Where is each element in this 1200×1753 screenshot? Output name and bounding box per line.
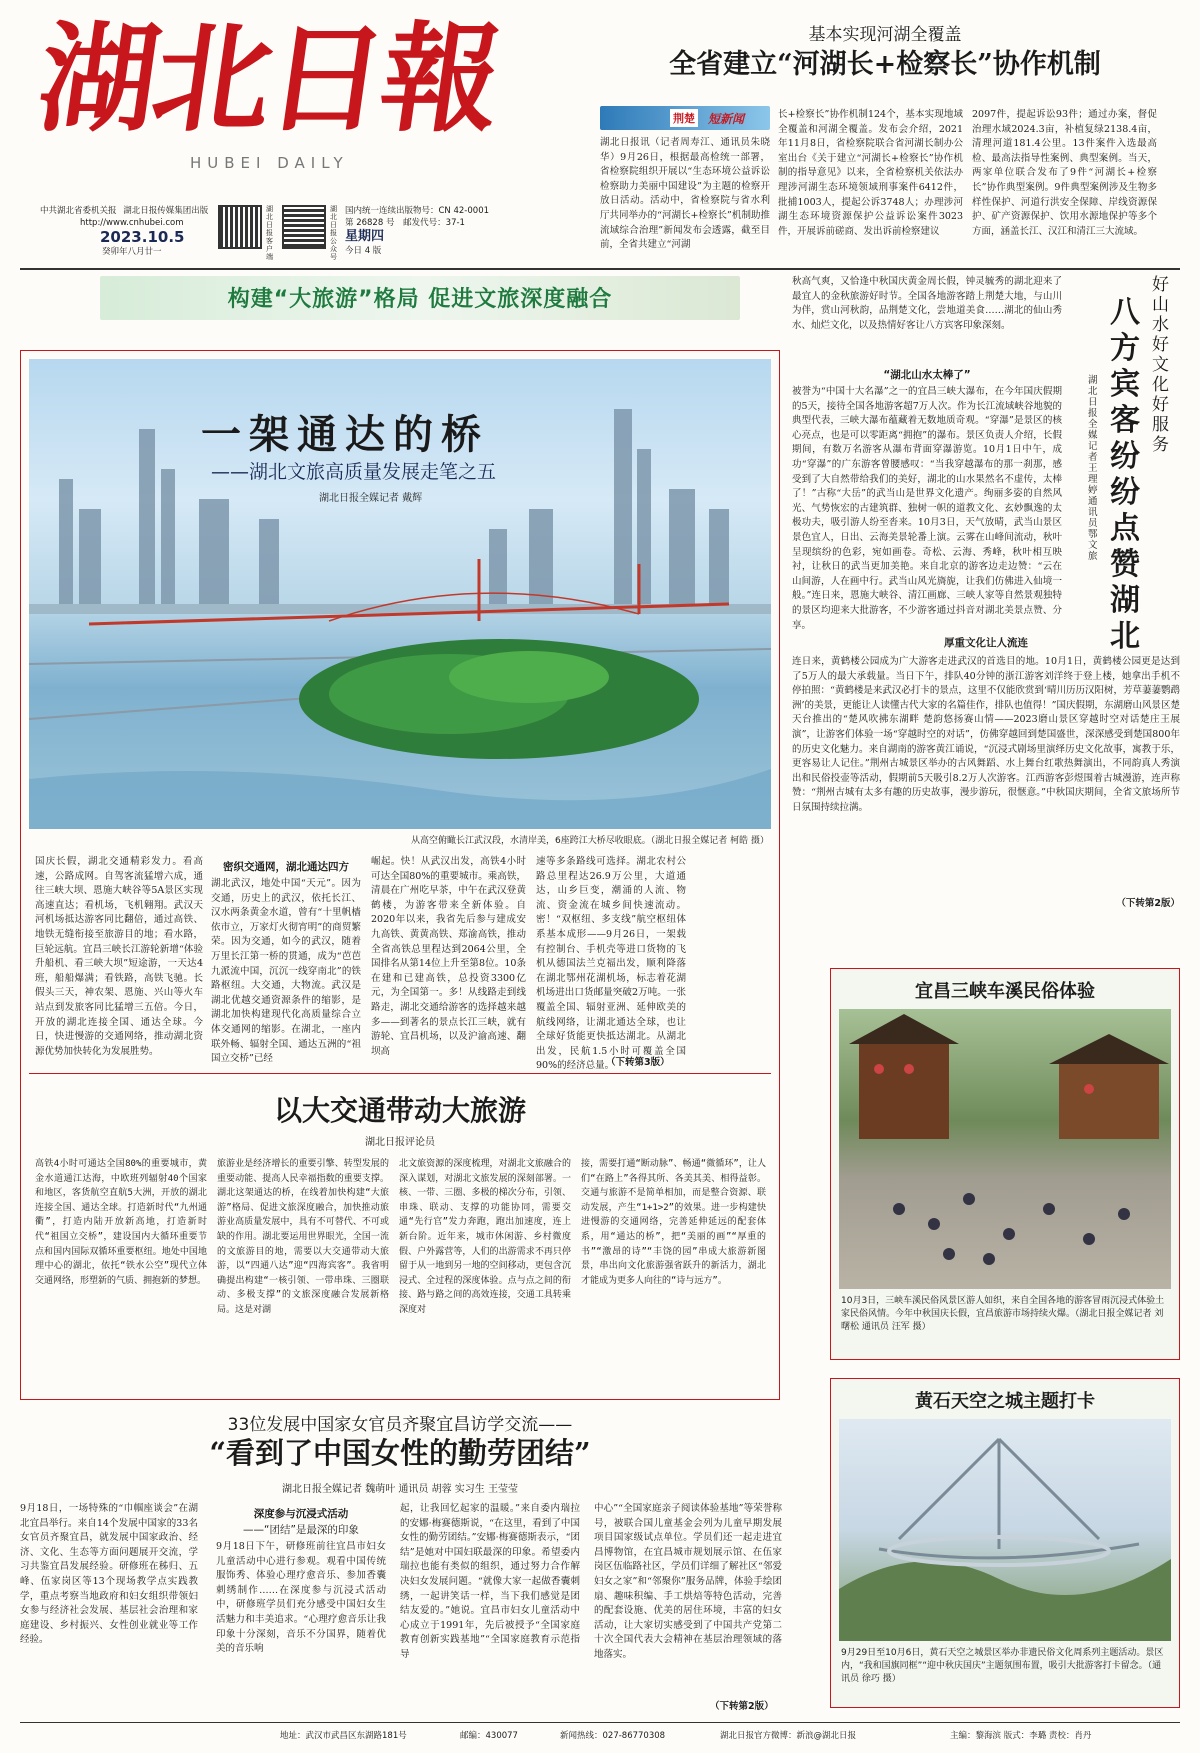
main-feature	[20, 350, 780, 1400]
photo-box-2	[830, 1378, 1180, 1708]
badge-label: 短新闻	[708, 112, 745, 126]
banner-text: 构建“大旅游”格局 促进文旅深度融合	[227, 287, 613, 312]
bottom-story	[20, 1410, 800, 1715]
website[interactable]: http://www.cnhubei.com	[80, 218, 184, 228]
right-feature-title: 八方宾客纷纷点赞湖北	[1110, 295, 1140, 654]
commentary-divider	[29, 1073, 771, 1074]
right-feature-byline: 湖北日报全媒记者 王理婷 通讯员 鄂文旅	[1088, 375, 1098, 562]
masthead-logo: 湖北日報	[30, 9, 506, 148]
photo-box-1-illustration	[839, 1009, 1171, 1289]
top-story-headline[interactable]: 全省建立“河湖长+检察长”协作机制	[669, 49, 1101, 80]
theme-banner	[100, 276, 740, 320]
feature-col-2-head: 密织交通网，湖北通达四方	[223, 861, 349, 873]
footer-weibo: 湖北日报官方微博：新浪@湖北日报	[720, 1731, 857, 1741]
feature-col-1: 国庆长假，湖北交通精彩发力。看高速，公路成网。自驾客流猛增六成，通往三峡大坝、恩施大峡谷等5A景区实现高速直达；看机场，飞机翱翔。武汉天河机场抵达游客同比翻倍，通过高铁、地铁无缝衔接至旅游目的地；看水路，巨轮远航。宜昌三峡长江游轮新增“体验升船机、看三峡大坝”短途游，一天达4班，船船爆满；看铁路，高铁飞驰。长假头三天，神农架、恩施、兴山等火车站点到发旅客同比猛增三五倍。今日，开放的湖北连接全国、通达全球。今日，快进慢游的交通网络，推动湖北资源优势加快转化为发展胜势。	[35, 856, 203, 1057]
right-feature-body-2: 连日来，黄鹤楼公园成为广大游客走进武汉的首选目的地。10月1日，黄鹤楼公园更是达到了5万人的最大承载量。当日下午，排队40分钟的浙江游客刘洋终于登上楼，她拿出手机不停拍照：“黄鹤楼是来武汉必打卡的景点，这里不仅能欣赏到‘晴川历历汉阳树，芳草萋萋鹦鹉洲’的美景，更能让人读懂古代大家的名篇佳作，排队也值得！”国庆假期，东湖磨山风景区楚天台推出的“楚风吹拂东湖畔 楚韵悠扬赛山情——2023磨山景区穿越时空对话楚庄王展演”，让游客们体验一场“穿越时空的对话”，仿佛穿越回到楚国盛世，深深感受到楚国800年的历史文化魅力。来自湖南的游客黄江诵说，“沉浸式剧场里演绎历史文化故事，寓教于乐，更容易让人记住。”荆州古城景区举办的古风舞蹈、水上舞台红歌热舞演出，不同韵真人秀演出和民俗投壶等活动，假期前5天吸引8.2万人次游客。江西游客彭煜围着古城漫游，连声称赞：“荆州古城有太多有趣的历史故事，漫步游玩，很惬意。”中秋国庆期间，全省文旅场所节日氛围持续拉满。	[792, 656, 1180, 813]
commentary-col-3: 北文旅资源的深度梳理，对湖北文旅融合的深入谋划，对湖北文旅发展的深刻部署。一核、一带、三圈、多极的梯次分布，引领、串珠、联动、支撑的功能协同，需要交通“先行官”发力奔跑，跑出加速度，连上新台阶。近年来，城市休闲游、乡村微度假、户外露营等，人们的出游需求不再只停留于从一地到另一地的空间移动，更包含沉浸式、全过程的深度体验。点与点之间的衔接、路与路之间的高效连接，交通工具转乘深度对	[399, 1159, 571, 1315]
bottom-col-1: 9月18日，一场特殊的“巾帼座谈会”在湖北宜昌举行。来自14个发展中国家的33名女官员齐聚宜昌，就发展中国家政治、经济、文化、生态等方面问题展开交流，学习共鉴宜昌发展经验。研修班在秭归、五峰、伍家岗区等13个现场教学点实践教学，重点考察当地政府和妇女组织带领妇女参与经济社会发展、基层社会治理和家庭建设、乡村振兴、女性创业就业等工作经验。	[20, 1503, 198, 1646]
footer	[20, 1728, 1180, 1746]
footer-hotline: 新闻热线：027-86770308	[560, 1731, 666, 1741]
photo-box-1-image[interactable]	[839, 1009, 1171, 1289]
right-feature-lead: 秋高气爽，又恰逢中秋国庆黄金周长假，钟灵毓秀的湖北迎来了最宜人的金秋旅游好时节。全国各地游客踏上荆楚大地，与山川为伴，赏山河秋韵，品荆楚文化，尝地道美食……湖北的仙山秀水、灿烂文化，以及热情好客让八方宾客印象深刻。	[792, 276, 1062, 331]
publisher: 中共湖北省委机关报	[40, 206, 117, 216]
hero-photo[interactable]	[29, 359, 771, 829]
masthead-divider	[20, 268, 1180, 270]
hero-photo-caption: 从高空俯瞰长江武汉段，水清岸美，6座跨江大桥尽收眼底。（湖北日报全媒记者 柯皓 摄）	[411, 836, 769, 846]
bottom-col-4: 中心”“全国家庭亲子阅读体验基地”等荣誉称号，被联合国儿童基金会列为儿童早期发展项目国家级试点单位。学员们还一起走进宜昌博物馆，在宜昌城市规划展示馆、在伍家岗区伍临路社区，学员们详细了解社区“邻爱妇女之家”和“邻聚你”服务品牌，体验手绘团扇、趣味积编、手工烘焙等特色活动，完善的配套设施、优美的居住环境，丰富的妇女活动，让大家切实感受到了中国共产党第二十次全国代表大会精神在基层治理领域的落地落实。	[594, 1503, 782, 1660]
bottom-col-2-head: 深度参与沉浸式活动	[253, 1508, 349, 1520]
qr1-label: 湖北日报客户端	[266, 205, 273, 261]
commentary-title: 以大交通带动大旅游	[273, 1094, 526, 1127]
bottom-story-jump[interactable]: （下转第2版）	[710, 1701, 774, 1712]
bottom-col-2-sub: ——“团结”是最深的印象	[243, 1524, 359, 1536]
right-sub-1: “湖北山水太棒了”	[883, 369, 971, 381]
feature-col-3: 崛起。快！从武汉出发，高铁4小时可达全国80%的重要城市。乘高铁，清晨在广州吃早茶，中午在武汉登黄鹤楼，为游客带来全新体验。自2020年以来，我省先后参与建成安九高铁、黄黄高铁、郑渝高铁，推动全省高铁总里程达到2064公里，全国排名从第14位上升至第8位。10条在建和已建高铁，总投资3300亿元，为全国第一。多！从线路走到线路走，湖北交通给游客的选择越来越多——到著名的景点长江三峡，就有游轮、宜昌机场，以及沪渝高速、翻坝高	[371, 856, 526, 1057]
page-count: 今日 4 版	[345, 246, 382, 256]
footer-divider	[20, 1722, 1180, 1723]
weekday: 星期四	[345, 229, 385, 244]
commentary-col-2: 旅游业是经济增长的重要引擎、转型发展的重要动能、提高人民幸福指数的重要支撑。湖北这架通达的桥，在线着加快构建“大旅游”格局、促进文旅深度融合，加快推动旅游业高质量发展中，具有不可替代、不可或缺的作用。湖北要运用世界眼光，全国一流的文旅游目的地，需要以大交通带动大旅游，以“四通八达”迎“四海宾客”。我省明确提出构建“一核引领、一带串珠、三圈联动、多极支撑”的文旅深度融合发展新格局。这是对湖	[217, 1159, 389, 1315]
bottom-col-2: 9月18日下午，研修班前往宜昌市妇女儿童活动中心进行参观。观看中国传统服饰秀、体验心理疗愈音乐、参加香囊刺绣制作……在深度参与沉浸式活动中，研修班学员们充分感受中国妇女生活魅力和丰美追求。“心理疗愈音乐让我印象十分深刻，音乐不分国界，随着优美的音乐响	[216, 1541, 386, 1655]
footer-address: 地址：武汉市武昌区东湖路181号	[280, 1731, 407, 1741]
feature-byline: 湖北日报全媒记者 戴辉	[319, 493, 423, 504]
right-feature-body-1: 被誉为“中国十大名瀑”之一的宜昌三峡大瀑布，在今年国庆假期的5天，接待全国各地游客超7万人次。作为长江流域峡谷地貌的典型代表，三峡大瀑布蕴藏着无数地质奇观。“穿瀑”是景区的核心亮点，也是可以零距离“拥抱”的瀑布。景区负责人介绍，长假期间，有数万名游客从瀑布背面穿瀑游览。10月1日中午，成功“穿瀑”的广东游客曾腰感叹：“当我穿越瀑布的那一刹那，感受到了大自然带给我们的美好，湖北的山水果然名不虚传，太棒了！”古称“大岳”的武当山是世界文化遗产。绚丽多姿的自然风光、气势恢宏的古建筑群、独树一帜的道教文化、玄妙飘逸的太极功夫，吸引游人纷至沓来。10月3日，天气放晴，武当山景区景色宜人，日出、云海美景轮番上演。云雾在山峰间流动，秋叶呈现缤纷的色彩，宛如画卷。奇松、云海、秀峰，秋叶相互映衬，让秋日的武当更加美艳。来自北京的游客边走边赞：“云在山间游，人在画中行。武当山风光旖旎，让我们仿佛进入仙境一般。”连日来，恩施大峡谷、清江画廊、三峡人家等自然景观独特的景区均迎来大批游客，不少游客通过抖音对湖北美景点赞、分享。	[792, 386, 1062, 631]
masthead-info	[40, 205, 600, 259]
commentary-col-4: 接，需要打通“断动脉”、畅通“微循环”，让人们“在路上”各得其所、各美其美、相得益彰。交通与旅游不是简单相加，而是整合资源、联动发展，产生“1+1>2”的效果。进一步构建快进慢游的交通网络，完善延伸延远的配套体系，用“通达的桥”，把“美丽的画”“厚重的书”“激昂的诗”“丰饶的园”串成大旅游新图景，串出向文化旅游强省跃升的新活力，湖北才能成为更多人向往的“诗与远方”。	[581, 1159, 766, 1286]
group: 湖北日报传媒集团出版	[123, 206, 209, 216]
commentary-byline: 湖北日报评论员	[365, 1137, 435, 1148]
short-news-badge	[600, 106, 770, 130]
feature-jump[interactable]: （下转第3版）	[606, 1057, 670, 1068]
photo-box-1-title: 宜昌三峡车溪民俗体验	[915, 981, 1095, 1002]
right-feature-jump[interactable]: （下转第2版）	[1116, 898, 1180, 909]
photo-box-1-caption: 10月3日，三峡车溪民俗风景区游人如织，来自全国各地的游客冒雨沉浸式体验土家民俗风情。今年中秋国庆长假，宜昌旅游市场持续火爆。（湖北日报全媒记者 刘曙松 通讯员 汪军 摄）	[841, 1296, 1165, 1332]
bottom-col-3: 起，让我回忆起家的温暖。”来自委内瑞拉的安娜·梅赛德斯说，“在这里，看到了中国女性的勤劳团结。”安娜·梅赛德斯表示，“团结”是她对中国妇联最深的印象。希望委内瑞拉也能有类似的组织，通过努力合作解决妇女发展问题。“就像大家一起做香囊刺绣，一起讲笑话一样，当下我们感觉是团结友爱的。”她说。宜昌市妇女儿童活动中心成立于1991年，先后被授予“全国家庭教育创新实践基地”“全国家庭教育示范指导	[400, 1503, 580, 1660]
right-feature-side-kicker: 好山水 好文化 好服务	[1152, 275, 1169, 455]
feature-col-2: 湖北武汉，地处中国“天元”。因为交通，历史上的武汉，依托长江、汉水两条黄金水道，曾有“十里帆樯依市立，万家灯火彻宵明”的商贸繁荣。因为交通，如今的武汉，随着万里长江第一桥的贯通，成为“芭芭九派流中国，沉沉一线穿南北”的铁路枢纽。大交通，大物流。武汉是湖北优越交通资源条件的缩影，是湖北加快构建现代化高质量综合立体交通网的缩影。在湖北，一座内联外畅、辐射全国、通达五洲的“祖国立交桥”已经	[211, 878, 361, 1065]
feature-title: 一架通达的桥	[201, 411, 489, 458]
footer-editors: 主编：黎海滨 版式：李璐 责校：肖丹	[950, 1731, 1092, 1741]
lunar-date: 癸卯年八月廿一	[102, 247, 162, 257]
issue-number: 第 26828 号	[345, 218, 395, 228]
bottom-story-headline[interactable]: “看到了中国女性的勤劳团结”	[209, 1436, 591, 1470]
top-story-kicker: 基本实现河湖全覆盖	[808, 25, 962, 45]
photo-box-2-caption: 9月29日至10月6日，黄石天空之城景区举办非遗民俗文化周系列主题活动。景区内，“我和国旗同框”“迎中秋庆国庆”主题氛围布置，吸引大批游客打卡留念。（通讯员 徐巧 摄）	[841, 1648, 1164, 1684]
right-feature	[792, 275, 1180, 935]
top-story-col-2: 长+检察长”协作机制124个，基本实现地域全覆盖和河湖全覆盖。发布会介绍，2021年11月8日，省检察院联合省河湖长制办公室出台《关于建立“河湖长+检察长”协作机制的指导意见》以来，全省检察机关依法办理涉河湖生态环境领域刑事案件6412件，批捕1003人，提起公诉3748人；办理涉河湖生态环境资源保护公益诉讼案件3023件，开展诉前磋商、发出诉前检察建议	[778, 109, 963, 237]
qr-code-1[interactable]	[218, 205, 262, 249]
bottom-story-byline: 湖北日报全媒记者 魏萌叶 通讯员 胡蓉 实习生 王莹莹	[282, 1484, 518, 1495]
photo-box-2-title: 黄石天空之城主题打卡	[915, 1391, 1095, 1412]
masthead-pinyin: HUBEI DAILY	[190, 154, 349, 172]
photo-box-1	[830, 968, 1180, 1360]
right-sub-2: 厚重文化让人流连	[944, 637, 1028, 649]
footer-postcode: 邮编：430077	[460, 1731, 518, 1741]
feature-col-4: 速等多条路线可选择。湖北农村公路总里程达26.9万公里，大道通达，山乡巨变，潮涌的人流、物流、资金流在城乡间快速流动。密！“双枢纽、多支线”航空枢纽体系基本成形——9月26日，一架载有控制台、手机壳等进口货物的飞机从德国法兰克福出发，顺利降落在湖北鄂州花湖机场，标志着花湖机场进出口货邮量突破2万吨。一张覆盖全国、辐射亚洲、延伸欧美的航线网络，让湖北通达全球，也让全球好货能更快抵达湖北。从湖北出发，民航1.5小时可覆盖全国90%的经济总量。	[536, 856, 686, 1072]
issue-date: 2023.10.5	[100, 228, 185, 246]
commentary-col-1: 高铁4小时可通达全国80%的重要城市，黄金水道通江达海，中欧班列辐射40个国家和地区，客货航空直航5大洲，开放的湖北连接全国、通达全球。打造新时代“九州通衢”，打造内陆开放新高地，打造新时代“祖国立交桥”，建设国内大循环重要节点和国内国际双循环重要枢纽。地处中国地理中心的湖北，依托“铁水公空”现代立体交通网络，形塑新的气质、拥抱新的梦想。	[35, 1159, 207, 1286]
postal-code: 邮发代号：37-1	[403, 218, 465, 228]
qr-code-2[interactable]	[282, 205, 326, 249]
photo-box-2-image[interactable]	[839, 1419, 1171, 1641]
cn-number: 国内统一连续出版物号：CN 42-0001	[345, 206, 490, 216]
bottom-story-kicker: 33位发展中国家女官员齐聚宜昌访学交流——	[227, 1415, 573, 1435]
top-story-col-1: 湖北日报讯（记者周寿江、通讯员朱晓华）9月26日，根据最高检统一部署，省检察院组织开展以“生态环境公益诉讼检察助力美丽中国建设”为主题的检察开放日活动。活动中，省检察院与省水利厅共同举办的“河湖长+检察长”机制助推流域综合治理”新闻发布会透露，截至目前，全省共建立“河湖	[600, 137, 770, 251]
top-story-col-3: 2097件，提起诉讼93件；通过办案，督促治理水域2024.3亩，补植复绿2138.4亩，清理河道181.4公里。13件案件入选最高检、最高法指导性案例、典型案例。当天，两家单位联合发布了9件“河湖长+检察长”协作典型案例。9件典型案例涉及生物多样性保护、河道行洪安全保障、岸线资源保护、矿产资源保护、饮用水源地保护等多个方面，涵盖长江、汉江和清江三大流域。	[972, 109, 1157, 237]
badge-region: 荆楚	[670, 109, 698, 127]
feature-subtitle: ——湖北文旅高质量发展走笔之五	[211, 461, 497, 483]
top-story	[600, 14, 1170, 264]
photo-box-2-illustration	[839, 1419, 1171, 1641]
qr2-label: 湖北日报公众号	[330, 205, 337, 261]
